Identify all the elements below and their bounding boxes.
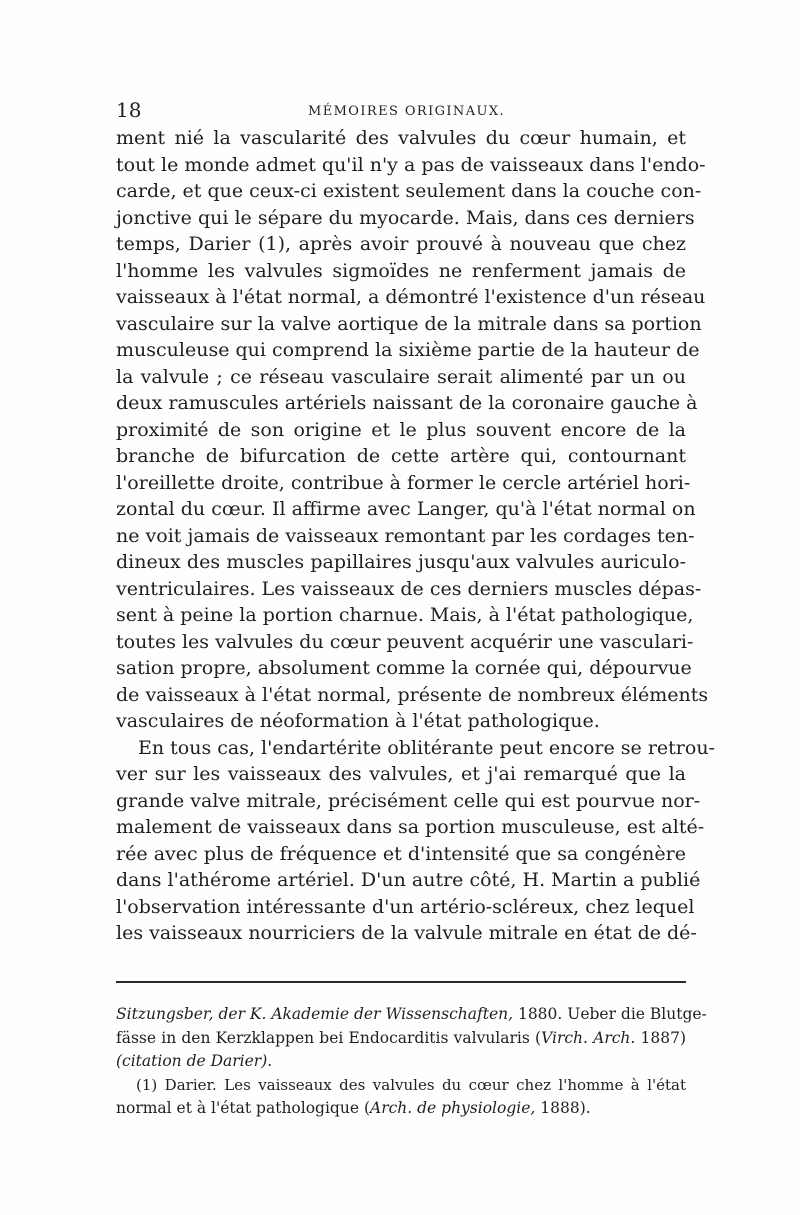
text-line: vaisseaux à l'état normal, a démontré l'existence d'un réseau <box>116 286 706 308</box>
text-line: ver sur les vaisseaux des valvules, et j'ai remarqué que la <box>116 763 686 785</box>
footnote-text: fässe in den Kerzklappen bei Endocarditis valvularis ( <box>116 1028 542 1047</box>
text-line: sent à peine la portion charnue. Mais, à l'état pathologique, <box>116 604 694 626</box>
footnote-line <box>116 1050 686 1074</box>
footnote-line <box>116 1003 707 1027</box>
text-line: proximité de son origine et le plus souvent encore de la <box>116 418 686 441</box>
footnotes <box>116 1003 707 1121</box>
text-line: la valvule ; ce réseau vasculaire serait alimenté par un ou <box>116 365 686 388</box>
footnote-darier: (1) Darier. Les vaisseaux des valvules du cœur chez l'homme à l'état <box>136 1075 686 1094</box>
text-line: vasculaire sur la valve aortique de la mitrale dans sa portion <box>116 312 702 335</box>
text-line: ment nié la vascularité des valvules du cœur humain, et <box>116 127 686 149</box>
text-line: dans l'athérome artériel. D'un autre côté, H. Martin a publié <box>116 869 701 891</box>
text-line: jonctive qui le sépare du myocarde. Mais, dans ces derniers <box>116 206 695 229</box>
footnote-citation-italic: Arch. de physiologie, <box>370 1099 536 1117</box>
text-line: rée avec plus de fréquence et d'intensité que sa congénère <box>116 842 686 865</box>
page-header <box>116 98 686 128</box>
text-line: deux ramuscules artériels naissant de la coronaire gauche à <box>116 392 698 414</box>
text-line: sation propre, absolument comme la cornée qui, dépourvue <box>116 657 692 679</box>
text-line: branche de bifurcation de cette artère qui, contournant <box>116 445 686 467</box>
footnote-text: 1888). <box>535 1099 591 1117</box>
footnote-text: 1887) <box>635 1028 687 1047</box>
text-line: l'observation intéressante d'un artério-scléreux, chez lequel <box>116 895 695 918</box>
footnote-text: (citation de Darier). <box>116 1052 273 1070</box>
text-line: toutes les valvules du cœur peuvent acquérir une vasculari- <box>116 630 694 653</box>
text-line: temps, Darier (1), après avoir prouvé à nouveau que chez <box>116 233 686 255</box>
page-number: 18 <box>116 98 142 122</box>
text-line: tout le monde admet qu'il n'y a pas de vaisseaux dans l'endo- <box>116 153 706 176</box>
text-line: de vaisseaux à l'état normal, présente de nombreux éléments <box>116 683 709 706</box>
text-line: grande valve mitrale, précisément celle qui est pourvue nor- <box>116 789 701 812</box>
text-line: vasculaires de néoformation à l'état pathologique. <box>116 710 600 732</box>
running-title: MÉMOIRES ORIGINAUX. <box>308 104 506 119</box>
footnote-line <box>116 1074 686 1098</box>
text-line: ventriculaires. Les vaisseaux de ces derniers muscles dépas- <box>116 577 702 600</box>
text-line: l'oreillette droite, contribue à former le cercle artériel hori- <box>116 471 691 494</box>
text-line: les vaisseaux nourriciers de la valvule mitrale en état de dé- <box>116 922 697 944</box>
text-line: carde, et que ceux-ci existent seulement dans la couche con- <box>116 180 702 202</box>
text-line: musculeuse qui comprend la sixième partie de la hauteur de <box>116 339 700 361</box>
text-line: zontal du cœur. Il affirme avec Langer, qu'à l'état normal on <box>116 498 696 520</box>
text-line: dineux des muscles papillaires jusqu'aux valvules auriculo- <box>116 551 686 573</box>
footnote-text: normal et à l'état pathologique ( <box>116 1099 370 1117</box>
footnote-rule <box>116 981 686 983</box>
footnote-line <box>116 1097 686 1121</box>
footnote-text: 1880. Ueber die Blutge- <box>513 1005 707 1023</box>
footnote-citation-italic: Virch. Arch. <box>541 1028 636 1047</box>
footnote-citation-italic: Sitzungsber, der K. Akademie der Wissenschaften, <box>116 1005 514 1023</box>
text-line: ne voit jamais de vaisseaux remontant par les cordages ten- <box>116 524 695 547</box>
text-line: En tous cas, l'endartérite oblitérante peut encore se retrou- <box>138 736 715 759</box>
text-line: l'homme les valvules sigmoïdes ne renferment jamais de <box>116 259 686 282</box>
footnote-line <box>116 1027 686 1051</box>
body-text <box>116 125 715 947</box>
text-line: malement de vaisseaux dans sa portion musculeuse, est alté- <box>116 816 705 838</box>
